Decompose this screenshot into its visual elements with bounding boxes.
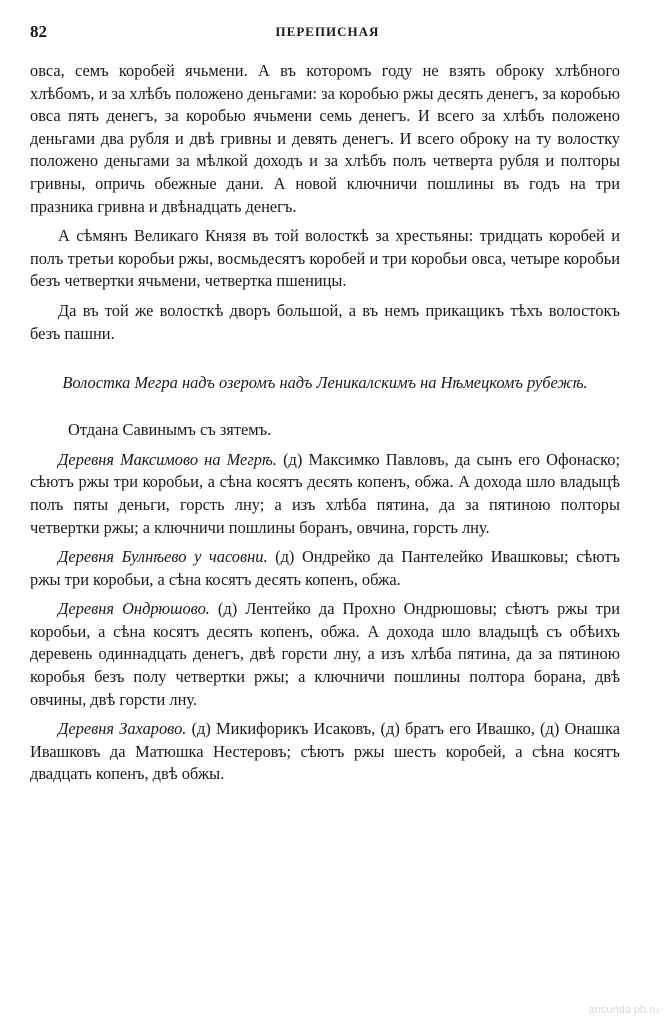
village-name: Деревня Булнѣево у часовни. — [58, 547, 268, 567]
assignment-line: Отдана Савинымъ съ зятемъ. — [68, 420, 272, 440]
page-number: 82 — [30, 22, 47, 41]
village-name: Деревня Максимово на Мегрѣ. — [58, 449, 277, 469]
section-title: Волостка Мегра надъ озеромъ надъ Леникалскимъ на Нѣмецкомъ рубежѣ. — [62, 373, 588, 393]
running-head: ПЕРЕПИСНАЯ — [275, 24, 380, 39]
paragraph: А сѣмянъ Великаго Князя въ той волосткѣ за хрестьяны: тридцать коробей и полъ третьи коробьи ржы, восмьдесятъ коробей и три коробьи овса, четыре коробьи безъ четвертки ячьмени, четвертка пшеницы. — [30, 226, 620, 291]
paragraph: Да въ той же волосткѣ дворъ большой, а въ немъ прикащикъ тѣхъ волостокъ безъ пашни. — [30, 300, 620, 343]
village-entry — [30, 718, 620, 786]
village-entry — [30, 449, 620, 539]
village-name: Деревня Ондрюшово. — [58, 599, 210, 619]
village-text: (д) Максимко Павловъ, да сынъ его Офонаско; сѣютъ ржы три коробьи, а сѣна косятъ десять копенъ, обжа. А дохода шло владыцѣ полъ пяты деньги, горсть лну; а изъ хлѣба пятина, да за пятиною полторы четвертки ржы; а ключничи пошлины боранъ, овчина, горсть лну. — [30, 449, 620, 537]
village-text: (д) Ондрейко да Пантелейко Ивашковы; сѣютъ ржы три коробьи, а сѣна косятъ десять копенъ, обжа. — [30, 547, 620, 589]
village-name: Деревня Захарово. — [58, 719, 187, 739]
watermark: ansunda pb.ru — [588, 1004, 659, 1016]
page-header — [30, 22, 625, 44]
body-text — [30, 60, 620, 786]
village-text: (д) Лентейко да Прохно Ондрюшовы; сѣютъ ржы три коробьи, а сѣна косятъ десять копенъ, обжа. А дохода шло владыцѣ съ обѣихъ деревень одиннадцать денегъ, двѣ горсти лну, а изъ хлѣба пятина, да за пятиною коробья безъ полу четвертки ржы; а ключничи пошлины полтора борана, двѣ овчины, двѣ горсти лну. — [30, 599, 620, 709]
village-text: (д) Микифорикъ Исаковъ, (д) братъ его Ивашко, (д) Онашка Ивашковъ да Матюшка Нестеровъ; сѣютъ ржы шесть коробей, а сѣна косятъ двадцать копенъ, двѣ обжы. — [30, 719, 620, 784]
paragraph: овса, семъ коробей ячьмени. А въ которомъ году не взять оброку хлѣбного хлѣбомъ, и за хлѣбъ положено деньгами: за коробью ржы десять денегъ, за коробью овса пять денегъ, за коробью ячьмени семь денегъ. И всего за хлѣбъ положено деньгами два рубля и двѣ гривны и девять денегъ. И всего оброку на ту волостку положено деньгами за мѣлкой доходъ и за хлѣбъ полъ четверта рубля и полторы гривны, опричь обежные дани. А новой ключничи пошлины въ годъ на три празника гривна и двѣнадцать денегъ. — [30, 61, 620, 216]
village-entry — [30, 546, 620, 591]
village-entry — [30, 598, 620, 711]
